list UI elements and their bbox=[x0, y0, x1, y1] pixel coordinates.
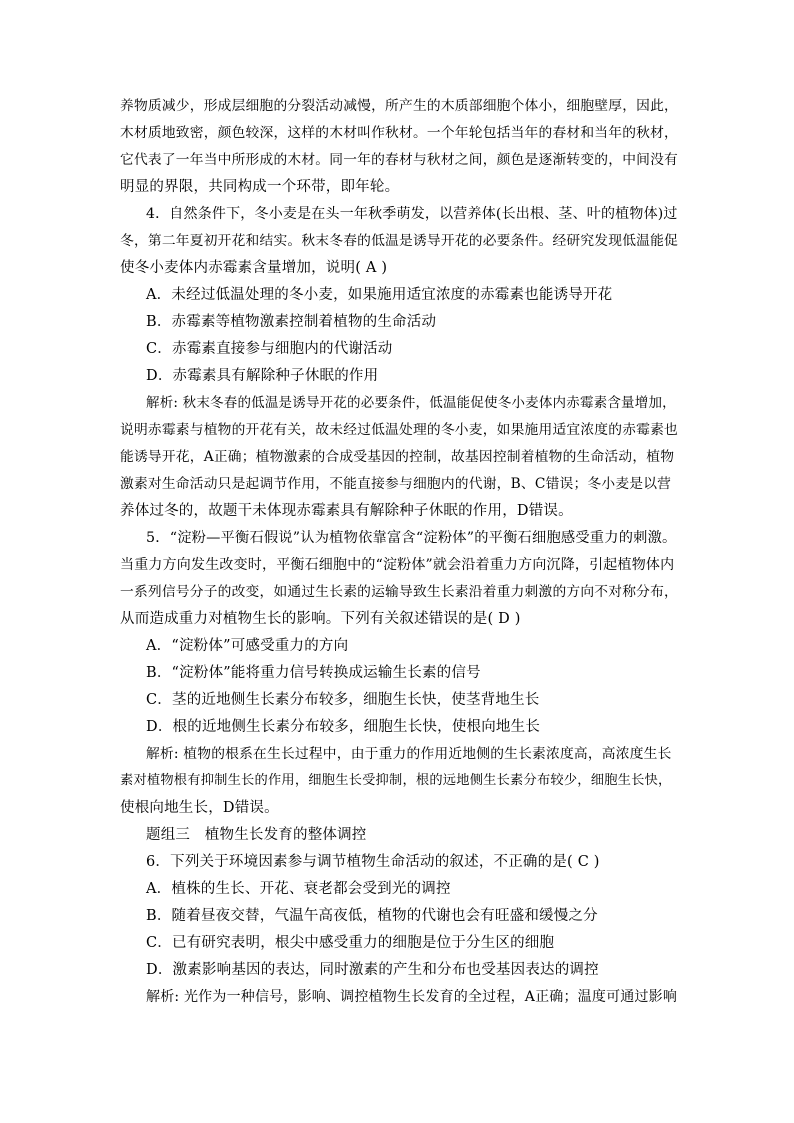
question-5-stem: 5．“淀粉—平衡石假说”认为植物依靠富含“淀粉体”的平衡石细胞感受重力的刺激。 bbox=[146, 530, 677, 546]
text-line: 养体过冬的，故题干未体现赤霉素具有解除种子休眠的作用，D错误。 bbox=[120, 503, 573, 519]
question-4-stem: 4．自然条件下，冬小麦是在头一年秋季萌发，以营养体(长出根、茎、叶的植物体)过 bbox=[146, 206, 678, 222]
section-heading: 题组三 植物生长发育的整体调控 bbox=[146, 827, 367, 843]
option-c: C．茎的近地侧生长素分布较多，细胞生长快，使茎背地生长 bbox=[146, 692, 540, 708]
question-6-stem: 6．下列关于环境因素参与调节植物生命活动的叙述，不正确的是( C ) bbox=[146, 854, 600, 870]
analysis-6: 解析: 光作为一种信号，影响、调控植物生长发育的全过程，A正确；温度可通过影响 bbox=[146, 989, 678, 1005]
option-a: A．植株的生长、开花、衰老都会受到光的调控 bbox=[146, 881, 451, 897]
analysis-4: 解析: 秋末冬春的低温是诱导开花的必要条件，低温能促使冬小麦体内赤霉素含量增加， bbox=[146, 395, 676, 411]
text-line: 从而造成重力对植物生长的影响。下列有关叙述错误的是( D ) bbox=[120, 611, 521, 627]
text-line: 素对植物根有抑制生长的作用，细胞生长受抑制，根的远地侧生长素分布较少，细胞生长快， bbox=[120, 773, 672, 788]
text-line: 养物质减少，形成层细胞的分裂活动减慢，所产生的木质部细胞个体小，细胞壁厚，因此， bbox=[120, 98, 679, 114]
text-line: 冬，第二年夏初开花和结实。秋末冬春的低温是诱导开花的必要条件。经研究发现低温能促 bbox=[120, 233, 679, 249]
text-line: 当重力方向发生改变时，平衡石细胞中的“淀粉体”就会沿着重力方向沉降，引起植物体内 bbox=[120, 557, 675, 573]
option-c: C．赤霉素直接参与细胞内的代谢活动 bbox=[146, 341, 393, 357]
text-line: 一系列信号分子的改变，如通过生长素的运输导致生长素沿着重力刺激的方向不对称分布， bbox=[120, 584, 679, 600]
text-line: 能诱导开花，A正确；植物激素的合成受基因的控制，故基因控制着植物的生命活动，植物 bbox=[120, 449, 675, 465]
analysis-5: 解析: 植物的根系在生长过程中，由于重力的作用近地侧的生长素浓度高，高浓度生长 bbox=[146, 746, 672, 762]
option-b: B．“淀粉体”能将重力信号转换成运输生长素的信号 bbox=[146, 665, 481, 681]
option-a: A．“淀粉体”可感受重力的方向 bbox=[146, 638, 349, 654]
text-line: 明显的界限，共同构成一个环带，即年轮。 bbox=[120, 179, 400, 195]
text-line: 木材质地致密，颜色较深，这样的木材叫作秋材。一个年轮包括当年的春材和当年的秋材， bbox=[120, 125, 679, 141]
option-c: C．已有研究表明，根尖中感受重力的细胞是位于分生区的细胞 bbox=[146, 935, 555, 951]
text-line: 说明赤霉素与植物的开花有关，故未经过低温处理的冬小麦，如果施用适宜浓度的赤霉素也 bbox=[120, 422, 679, 438]
option-d: D．赤霉素具有解除种子休眠的作用 bbox=[146, 368, 379, 384]
text-line: 它代表了一年当中所形成的木材。同一年的春材与秋材之间，颜色是逐渐转变的，中间没有 bbox=[120, 152, 679, 168]
text-line: 使根向地生长，D错误。 bbox=[120, 800, 279, 816]
text-line: 激素对生命活动只是起调节作用，不能直接参与细胞内的代谢，B、C错误；冬小麦是以营 bbox=[120, 476, 672, 492]
option-d: D．根的近地侧生长素分布较多，细胞生长快，使根向地生长 bbox=[146, 719, 541, 735]
option-b: B．随着昼夜交替，气温午高夜低，植物的代谢也会有旺盛和缓慢之分 bbox=[146, 908, 598, 924]
text-line: 使冬小麦体内赤霉素含量增加，说明( A ) bbox=[120, 260, 388, 276]
option-a: A．未经过低温处理的冬小麦，如果施用适宜浓度的赤霉素也能诱导开花 bbox=[146, 287, 613, 303]
option-b: B．赤霉素等植物激素控制着植物的生命活动 bbox=[146, 314, 437, 330]
option-d: D．激素影响基因的表达，同时激素的产生和分布也受基因表达的调控 bbox=[146, 962, 599, 978]
